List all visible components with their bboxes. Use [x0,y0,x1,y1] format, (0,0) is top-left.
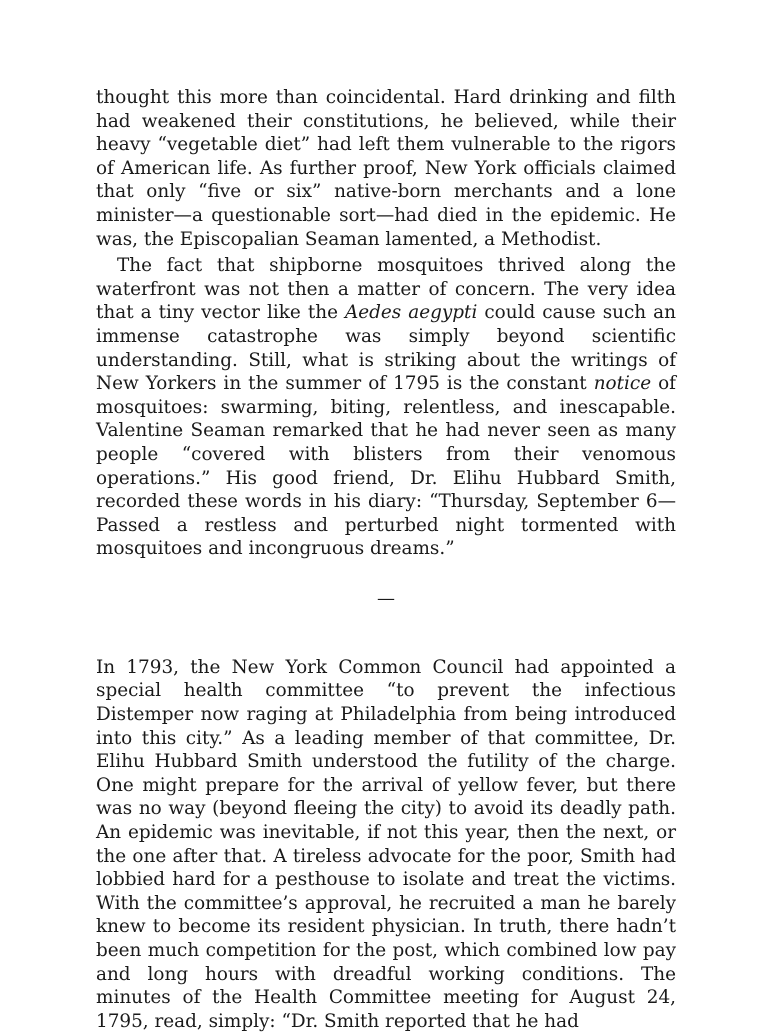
paragraph-2-text-a: The fact that shipborne mosquitoes thrived along the waterfront was not then a matter of concern. The very idea that a tiny vector like the [96,255,676,324]
paragraph-1-text: thought this more than coincidental. Hard drinking and filth had weakened their constitutions, he believed, while their heavy “vegetable diet” had left them vulnerable to the rigors of American life. As further proof, New York officials claimed that only “five or six” native-born merchants and a lone minister—a questionable sort—had died in the epidemic. He was, the Episcopalian Seaman lamented, a Methodist. [96,87,676,250]
paragraph-2-text-c: of mosquitoes: swarming, biting, relentless, and inescapable. Valentine Seaman remarked that he had never seen as many people “covered with blisters from their venomous operations.” His good friend, Dr. Elihu Hubbard Smith, recorded these words in his diary: “Thursday, September 6—Passed a restless and perturbed night tormented with mosquitoes and incongruous dreams.” [96,373,676,560]
paragraph-2-text-b: could cause such an immense catastrophe was simply beyond scientific understanding. Still, what is striking about the writings of New Yorkers in the summer of 1795 is the constant [96,302,676,395]
emphasis-notice: notice [593,373,652,395]
paragraph-3 [96,656,676,1033]
paragraph-2 [96,254,676,561]
book-page [96,86,676,1033]
paragraph-1 [96,86,676,251]
species-name: Aedes aegypti [344,302,478,324]
section-break-mark: — [377,587,395,609]
paragraph-3-text: In 1793, the New York Common Council had appointed a special health committee “to prevent the infectious Distemper now raging at Philadelphia from being introduced into this city.” As a leading member of that committee, Dr. Elihu Hubbard Smith understood the futility of the charge. One might prepare for the arrival of yellow fever, but there was no way (beyond fleeing the city) to avoid its deadly path. An epidemic was inevitable, if not this year, then the next, or the one after that. A tireless advocate for the poor, Smith had lobbied hard for a pesthouse to isolate and treat the victims. With the committee’s approval, he recruited a man he barely knew to become its resident physician. In truth, there hadn’t been much competition for the post, which combined low pay and long hours with dreadful working conditions. The minutes of the Health Committee meeting for August 24, 1795, read, simply: “Dr. Smith reported that he had [96,656,676,1032]
section-break [96,561,676,656]
